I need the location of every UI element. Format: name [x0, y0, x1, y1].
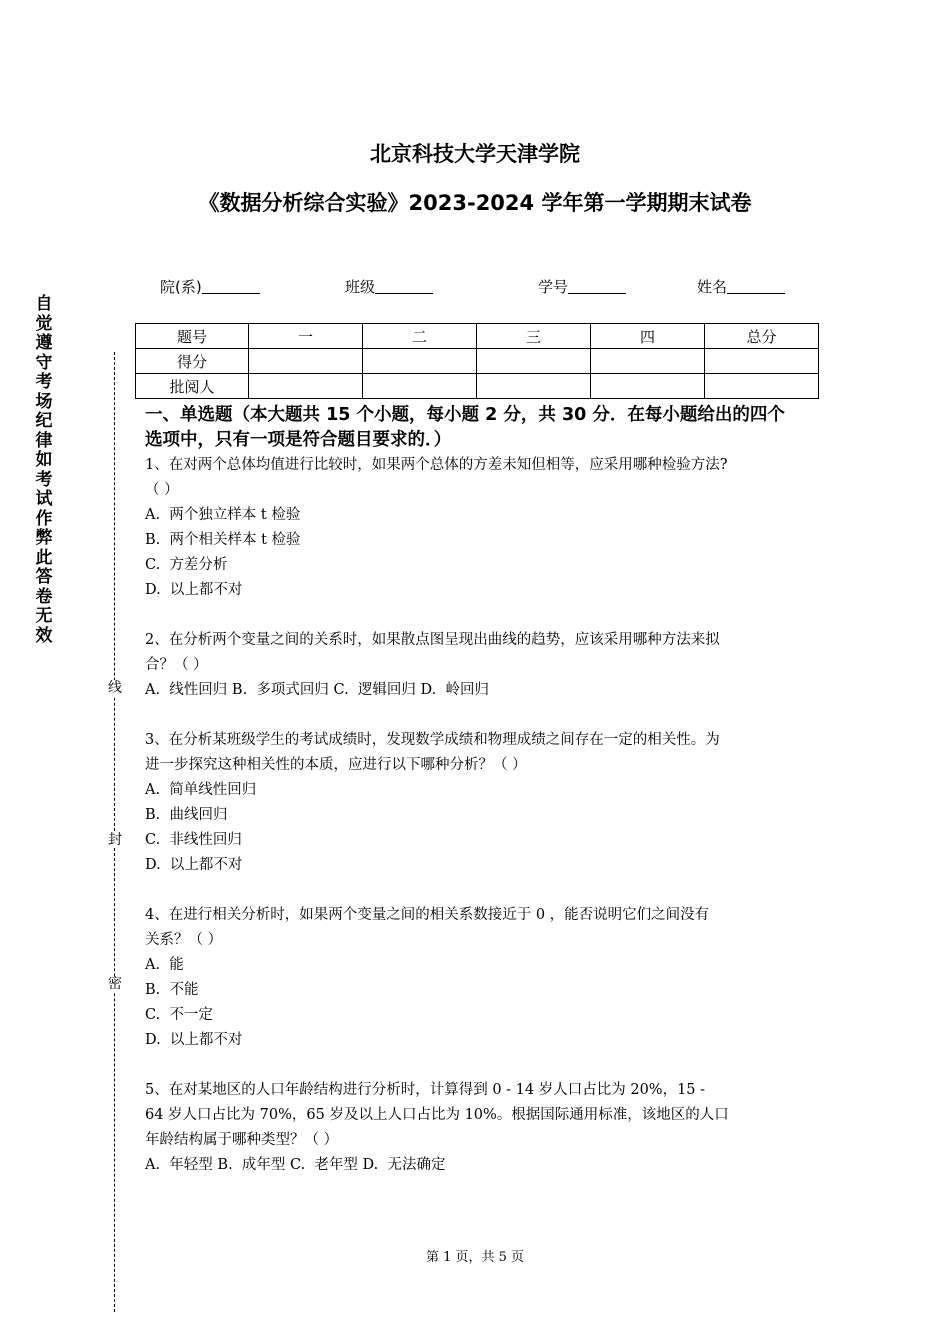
school-title: 北京科技大学天津学院: [370, 142, 580, 166]
exam-discipline-notice: 自觉遵守考场纪律如考试作弊此答卷无效: [35, 294, 53, 646]
option-a: A. 两个独立样本 t 检验: [145, 507, 301, 523]
option-c: C. 不一定: [145, 1007, 213, 1023]
option-b: B. 曲线回归: [145, 807, 228, 823]
question-stem: 进一步探究这种相关性的本质，应进行以下哪种分析？（ ）: [145, 757, 527, 773]
question-stem: 合？（ ）: [145, 657, 208, 673]
option-d: D. 以上都不对: [145, 1032, 243, 1048]
question-stem: 5、在对某地区的人口年龄结构进行分析时，计算得到 0 - 14 岁人口占比为 20%，15 -: [145, 1082, 706, 1098]
table-row: [136, 374, 819, 399]
table-column-header: 四: [591, 324, 705, 349]
grader-cell: [249, 374, 363, 399]
question-stem: 年龄结构属于哪种类型？（ ）: [145, 1132, 339, 1148]
question-stem: 4、在进行相关分析时，如果两个变量之间的相关系数接近于 0 ，能否说明它们之间没有: [145, 907, 710, 923]
score-cell: [477, 349, 591, 374]
question-4: [145, 903, 820, 1053]
student-id-field: [538, 276, 626, 297]
page-number: 第 1 页，共 5 页: [425, 1250, 525, 1265]
question-stem: 1、在对两个总体均值进行比较时，如果两个总体的方差未知但相等，应采用哪种检验方法?: [145, 457, 728, 473]
question-stem: 2、在分析两个变量之间的关系时，如果散点图呈现出曲线的趋势，应该采用哪种方法来拟: [145, 632, 720, 648]
seal-mark-secret: 密: [105, 976, 125, 992]
question-2: [145, 628, 820, 703]
question-stem: （ ）: [145, 482, 179, 498]
dept-blank: [202, 279, 260, 294]
option-c: C. 方差分析: [145, 557, 228, 573]
table-row: [136, 349, 819, 374]
table-row-header: 得分: [136, 349, 249, 374]
class-field: [345, 276, 433, 297]
section-title-line: 一、单选题（本大题共 15 个小题，每小题 2 分，共 30 分．在每小题给出的四个: [145, 405, 785, 425]
name-field: [697, 276, 785, 297]
question-3: [145, 728, 820, 878]
student-id-label: 学号: [538, 278, 569, 296]
table-row-header: 批阅人: [136, 374, 249, 399]
question-stem: 3、在分析某班级学生的考试成绩时，发现数学成绩和物理成绩之间存在一定的相关性。为: [145, 732, 720, 748]
score-cell: [591, 349, 705, 374]
option-a: A. 能: [145, 957, 184, 973]
name-blank: [727, 279, 785, 294]
table-column-header: 总分: [705, 324, 819, 349]
seal-mark-line: 线: [105, 680, 125, 696]
grader-cell: [591, 374, 705, 399]
section-title: [145, 403, 820, 453]
option-d: D. 以上都不对: [145, 582, 243, 598]
option-d: D. 以上都不对: [145, 857, 243, 873]
student-id-blank: [568, 279, 626, 294]
score-table: [135, 323, 819, 399]
option-a: A. 简单线性回归: [145, 782, 257, 798]
dept-field: [160, 276, 260, 297]
option-b: B. 两个相关样本 t 检验: [145, 532, 301, 548]
score-cell: [249, 349, 363, 374]
score-cell: [363, 349, 477, 374]
grader-cell: [705, 374, 819, 399]
question-5: [145, 1078, 820, 1178]
question-1: [145, 453, 820, 603]
grader-cell: [363, 374, 477, 399]
table-row: [136, 324, 819, 349]
question-stem: 关系？（ ）: [145, 932, 223, 948]
section-title-line: 选项中，只有一项是符合题目要求的．）: [145, 430, 452, 450]
dept-label: 院(系): [160, 278, 202, 296]
table-column-header: 一: [249, 324, 363, 349]
score-cell: [705, 349, 819, 374]
question-options: A. 年轻型 B. 成年型 C. 老年型 D. 无法确定: [145, 1157, 446, 1173]
class-blank: [375, 279, 433, 294]
seal-mark-seal: 封: [105, 832, 125, 848]
exam-content: [145, 403, 820, 1178]
option-c: C. 非线性回归: [145, 832, 242, 848]
option-b: B. 不能: [145, 982, 199, 998]
question-options: A. 线性回归 B. 多项式回归 C. 逻辑回归 D. 岭回归: [145, 682, 489, 698]
table-column-header: 三: [477, 324, 591, 349]
exam-title: 《数据分析综合实验》2023-2024 学年第一学期期末试卷: [198, 191, 752, 215]
question-stem: 64 岁人口占比为 70%，65 岁及以上人口占比为 10%。根据国际通用标准，该地区的人口: [145, 1107, 729, 1123]
grader-cell: [477, 374, 591, 399]
class-label: 班级: [345, 278, 376, 296]
name-label: 姓名: [697, 278, 728, 296]
table-column-header: 二: [363, 324, 477, 349]
table-row-header: 题号: [136, 324, 249, 349]
